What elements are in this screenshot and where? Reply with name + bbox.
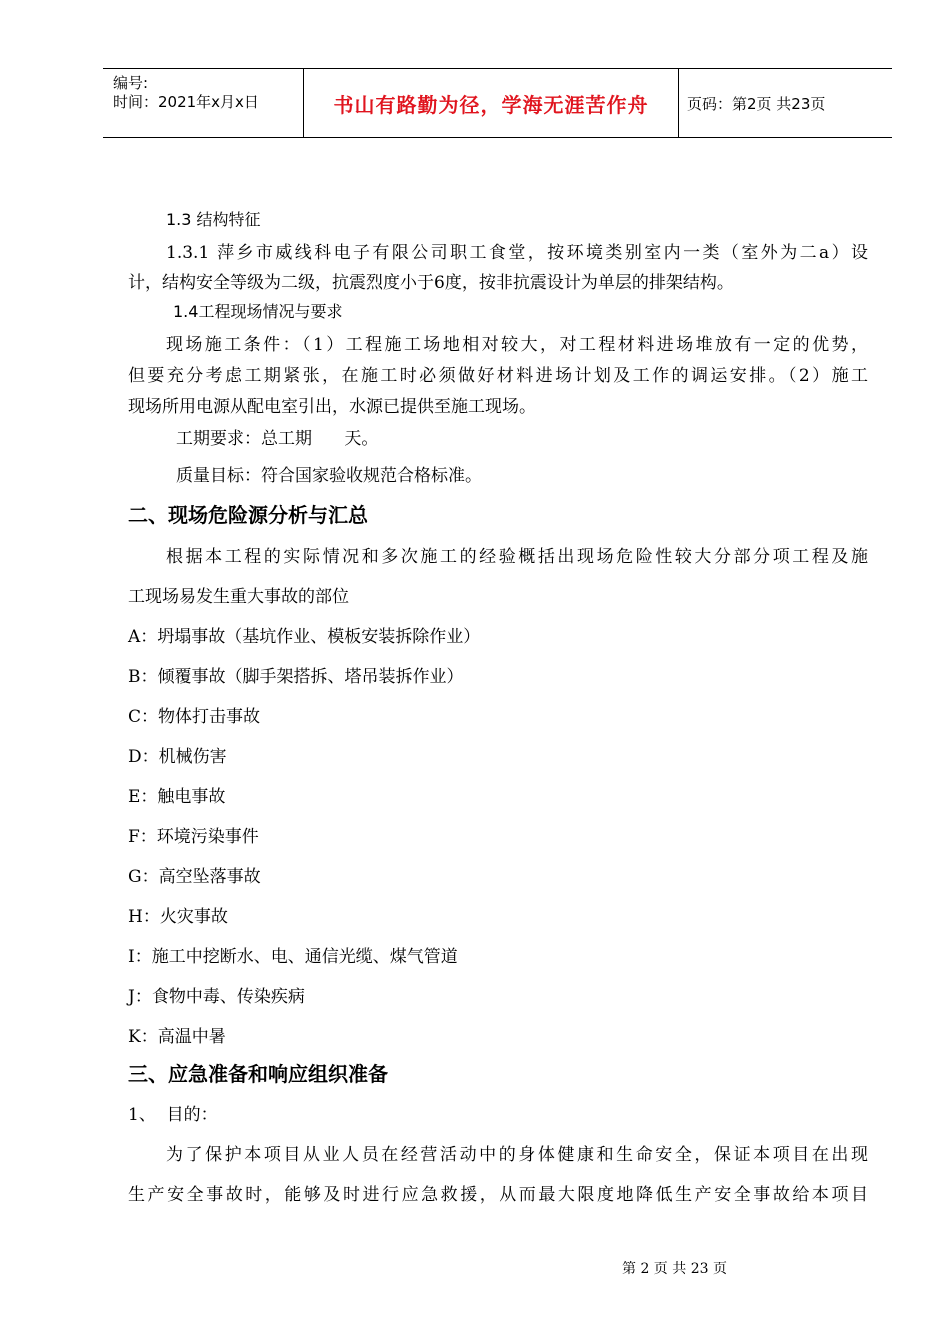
purpose-line2: 生产安全事故时，能够及时进行应急救援，从而最大限度地降低生产安全事故给本项目 xyxy=(128,1185,868,1205)
paragraph-1-3-1-line2: 计，结构安全等级为二级，抗震烈度小于6度，按非抗震设计为单层的排架结构。 xyxy=(128,273,734,293)
header-page-info: 页码：第2页 共23页 xyxy=(687,94,826,113)
quality-target: 质量目标：符合国家验收规范合格标准。 xyxy=(176,466,482,486)
section-3-subheading-purpose: 1、 目的： xyxy=(128,1105,218,1125)
hazard-item: F：环境污染事件 xyxy=(128,827,259,847)
hazard-item: E：触电事故 xyxy=(128,787,226,807)
hazard-item: C：物体打击事故 xyxy=(128,707,261,727)
section-2-title: 二、现场危险源分析与汇总 xyxy=(128,503,368,527)
header-motto-cell xyxy=(304,69,679,137)
site-conditions-line1: 现场施工条件：（1）工程施工场地相对较大，对工程材料进场堆放有一定的优势， xyxy=(166,335,868,355)
page-footer: 第 2 页 共 23 页 xyxy=(622,1261,727,1277)
header-left-cell xyxy=(103,69,304,137)
schedule-requirement: 工期要求：总工期 天。 xyxy=(176,429,379,449)
hazard-item: H：火灾事故 xyxy=(128,907,228,927)
hazard-item: B：倾覆事故（脚手架搭拆、塔吊装拆作业） xyxy=(128,667,464,687)
document-header xyxy=(103,68,892,138)
document-number-label: 编号: xyxy=(113,74,149,92)
hazard-item: D：机械伤害 xyxy=(128,747,227,767)
heading-1-3: 1.3 结构特征 xyxy=(166,210,261,229)
section-2-intro-line2: 工现场易发生重大事故的部位 xyxy=(128,587,349,607)
hazard-item: A：坍塌事故（基坑作业、模板安装拆除作业） xyxy=(128,627,481,647)
section-3-title: 三、应急准备和响应组织准备 xyxy=(128,1062,388,1086)
site-conditions-line3: 现场所用电源从配电室引出，水源已提供至施工现场。 xyxy=(128,397,536,417)
site-conditions-line2: 但要充分考虑工期紧张，在施工时必须做好材料进场计划及工作的调运安排。（2）施工 xyxy=(128,366,868,386)
hazard-item: I：施工中挖断水、电、通信光缆、煤气管道 xyxy=(128,947,458,967)
document-date-label: 时间：2021年x月x日 xyxy=(113,93,259,111)
header-motto: 书山有路勤为径，学海无涯苦作舟 xyxy=(333,92,649,117)
hazard-item: K：高温中暑 xyxy=(128,1027,226,1047)
heading-1-4: 1.4工程现场情况与要求 xyxy=(173,302,343,321)
paragraph-1-3-1-line1: 1.3.1 萍乡市威线科电子有限公司职工食堂，按环境类别室内一类（室外为二a）设 xyxy=(166,243,868,263)
header-page-cell xyxy=(679,69,892,137)
hazard-item: J：食物中毒、传染疾病 xyxy=(128,987,305,1007)
hazard-item: G：高空坠落事故 xyxy=(128,867,261,887)
section-2-intro-line1: 根据本工程的实际情况和多次施工的经验概括出现场危险性较大分部分项工程及施 xyxy=(166,547,868,567)
purpose-line1: 为了保护本项目从业人员在经营活动中的身体健康和生命安全，保证本项目在出现 xyxy=(166,1145,868,1165)
